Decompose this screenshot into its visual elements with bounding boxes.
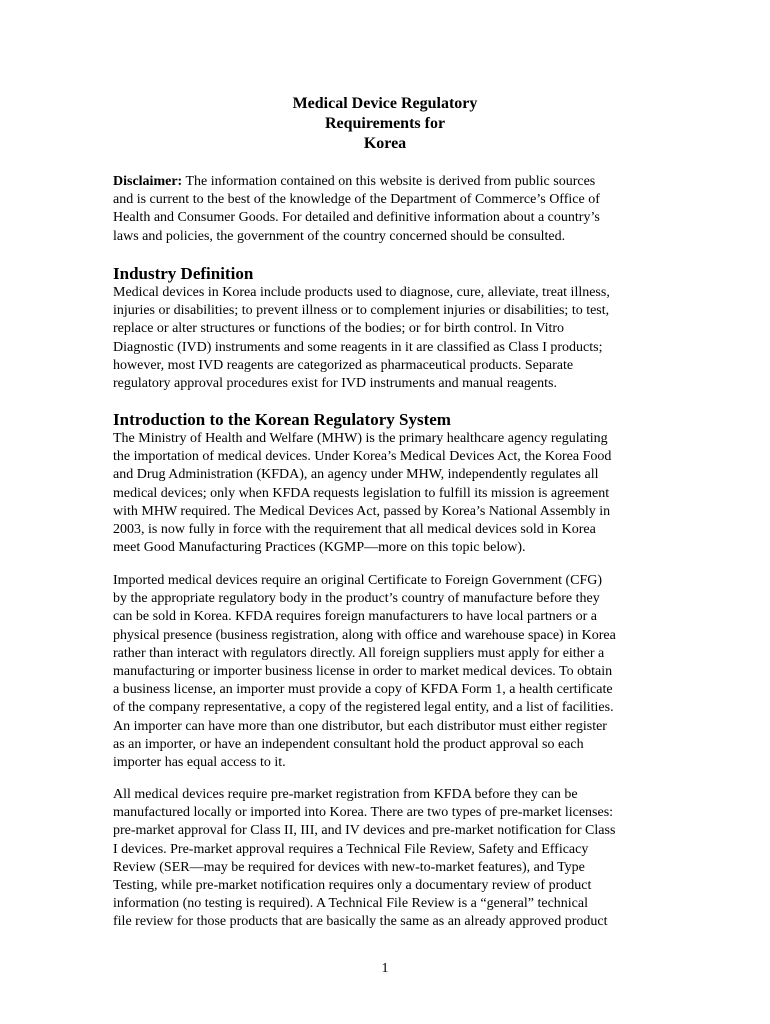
title-line-2: Requirements for <box>324 115 446 132</box>
intro-line: and Drug Administration (KFDA), an agency under MHW, independently regulates all <box>113 467 599 483</box>
industry-paragraph <box>113 284 661 393</box>
industry-heading: Industry Definition <box>113 264 254 283</box>
title-line-1: Medical Device Regulatory <box>292 95 478 112</box>
disclaimer-paragraph <box>113 173 661 246</box>
page-number: 1 <box>381 961 389 976</box>
intro-line: medical devices; only when KFDA requests legislation to fulfill its mission is agreement <box>113 485 610 501</box>
disclaimer-line: Health and Consumer Goods. For detailed and definitive information about a country’s <box>113 210 600 226</box>
intro-line: a business license, an importer must provide a copy of KFDA Form 1, a health certificate <box>113 682 613 698</box>
disclaimer-line: laws and policies, the government of the country concerned should be consulted. <box>113 228 566 244</box>
intro-line: physical presence (business registration, along with office and warehouse space) in Korea <box>113 627 616 643</box>
intro-line: can be sold in Korea. KFDA requires foreign manufacturers to have local partners or a <box>113 609 597 625</box>
industry-line: however, most IVD reagents are categorized as pharmaceutical products. Separate <box>113 357 574 373</box>
intro-paragraph-2 <box>113 572 661 772</box>
intro-heading: Introduction to the Korean Regulatory System <box>113 410 451 429</box>
intro-line: I devices. Pre-market approval requires a Technical File Review, Safety and Efficacy <box>113 841 589 857</box>
intro-line: information (no testing is required). A Technical File Review is a “general” technical <box>113 896 588 912</box>
intro-line: meet Good Manufacturing Practices (KGMP—more on this topic below). <box>113 540 526 556</box>
industry-line: regulatory approval procedures exist for IVD instruments and manual reagents. <box>113 376 557 392</box>
intro-line: manufactured locally or imported into Korea. There are two types of pre-market licenses: <box>113 805 614 821</box>
intro-line: 2003, is now fully in force with the requirement that all medical devices sold in Korea <box>113 522 596 538</box>
intro-line: Testing, while pre-market notification requires only a documentary review of product <box>113 878 592 894</box>
intro-line: of the company representative, a copy of the registered legal entity, and a list of facilities. <box>113 700 614 716</box>
disclaimer-line: Disclaimer: The information contained on this website is derived from public sources <box>113 174 596 189</box>
intro-line: the importation of medical devices. Under Korea’s Medical Devices Act, the Korea Food <box>113 449 612 465</box>
disclaimer-label: Disclaimer: <box>113 174 183 189</box>
intro-line: Review (SER—may be required for devices with new-to-market features), and Type <box>113 859 585 875</box>
intro-line: as an importer, or have an independent consultant hold the product approval so each <box>113 736 584 752</box>
industry-line: replace or alter structures or functions of the bodies; or for birth control. In Vitro <box>113 321 565 337</box>
intro-line: Imported medical devices require an original Certificate to Foreign Government (CFG) <box>113 573 603 588</box>
intro-line: An importer can have more than one distributor, but each distributor must either register <box>113 718 607 734</box>
title-line-3: Korea <box>363 135 407 152</box>
intro-line: The Ministry of Health and Welfare (MHW) is the primary healthcare agency regulating <box>113 431 608 446</box>
intro-line: pre-market approval for Class II, III, and IV devices and pre-market notification for Class <box>113 823 616 839</box>
document-title <box>0 94 770 154</box>
industry-line: injuries or disabilities; to prevent illness or to complement injuries or disabilities; to test, <box>113 303 610 319</box>
intro-line: manufacturing or importer business license in order to market medical devices. To obtain <box>113 664 613 680</box>
intro-paragraph-1 <box>113 430 661 557</box>
intro-line: by the appropriate regulatory body in the product’s country of manufacture before they <box>113 591 600 607</box>
disclaimer-line: and is current to the best of the knowledge of the Department of Commerce’s Office of <box>113 192 600 208</box>
industry-line: Medical devices in Korea include products used to diagnose, cure, alleviate, treat illness, <box>113 285 610 300</box>
intro-line: file review for those products that are basically the same as an already approved product <box>113 914 608 930</box>
industry-line: Diagnostic (IVD) instruments and some reagents in it are classified as Class I products; <box>113 339 603 355</box>
intro-line: rather than interact with regulators directly. All foreign suppliers must apply for either a <box>113 645 605 661</box>
intro-line: All medical devices require pre-market registration from KFDA before they can be <box>113 787 578 802</box>
intro-paragraph-3 <box>113 786 661 932</box>
intro-line: importer has equal access to it. <box>113 755 286 771</box>
intro-line: with MHW required. The Medical Devices Act, passed by Korea’s National Assembly in <box>113 503 611 519</box>
